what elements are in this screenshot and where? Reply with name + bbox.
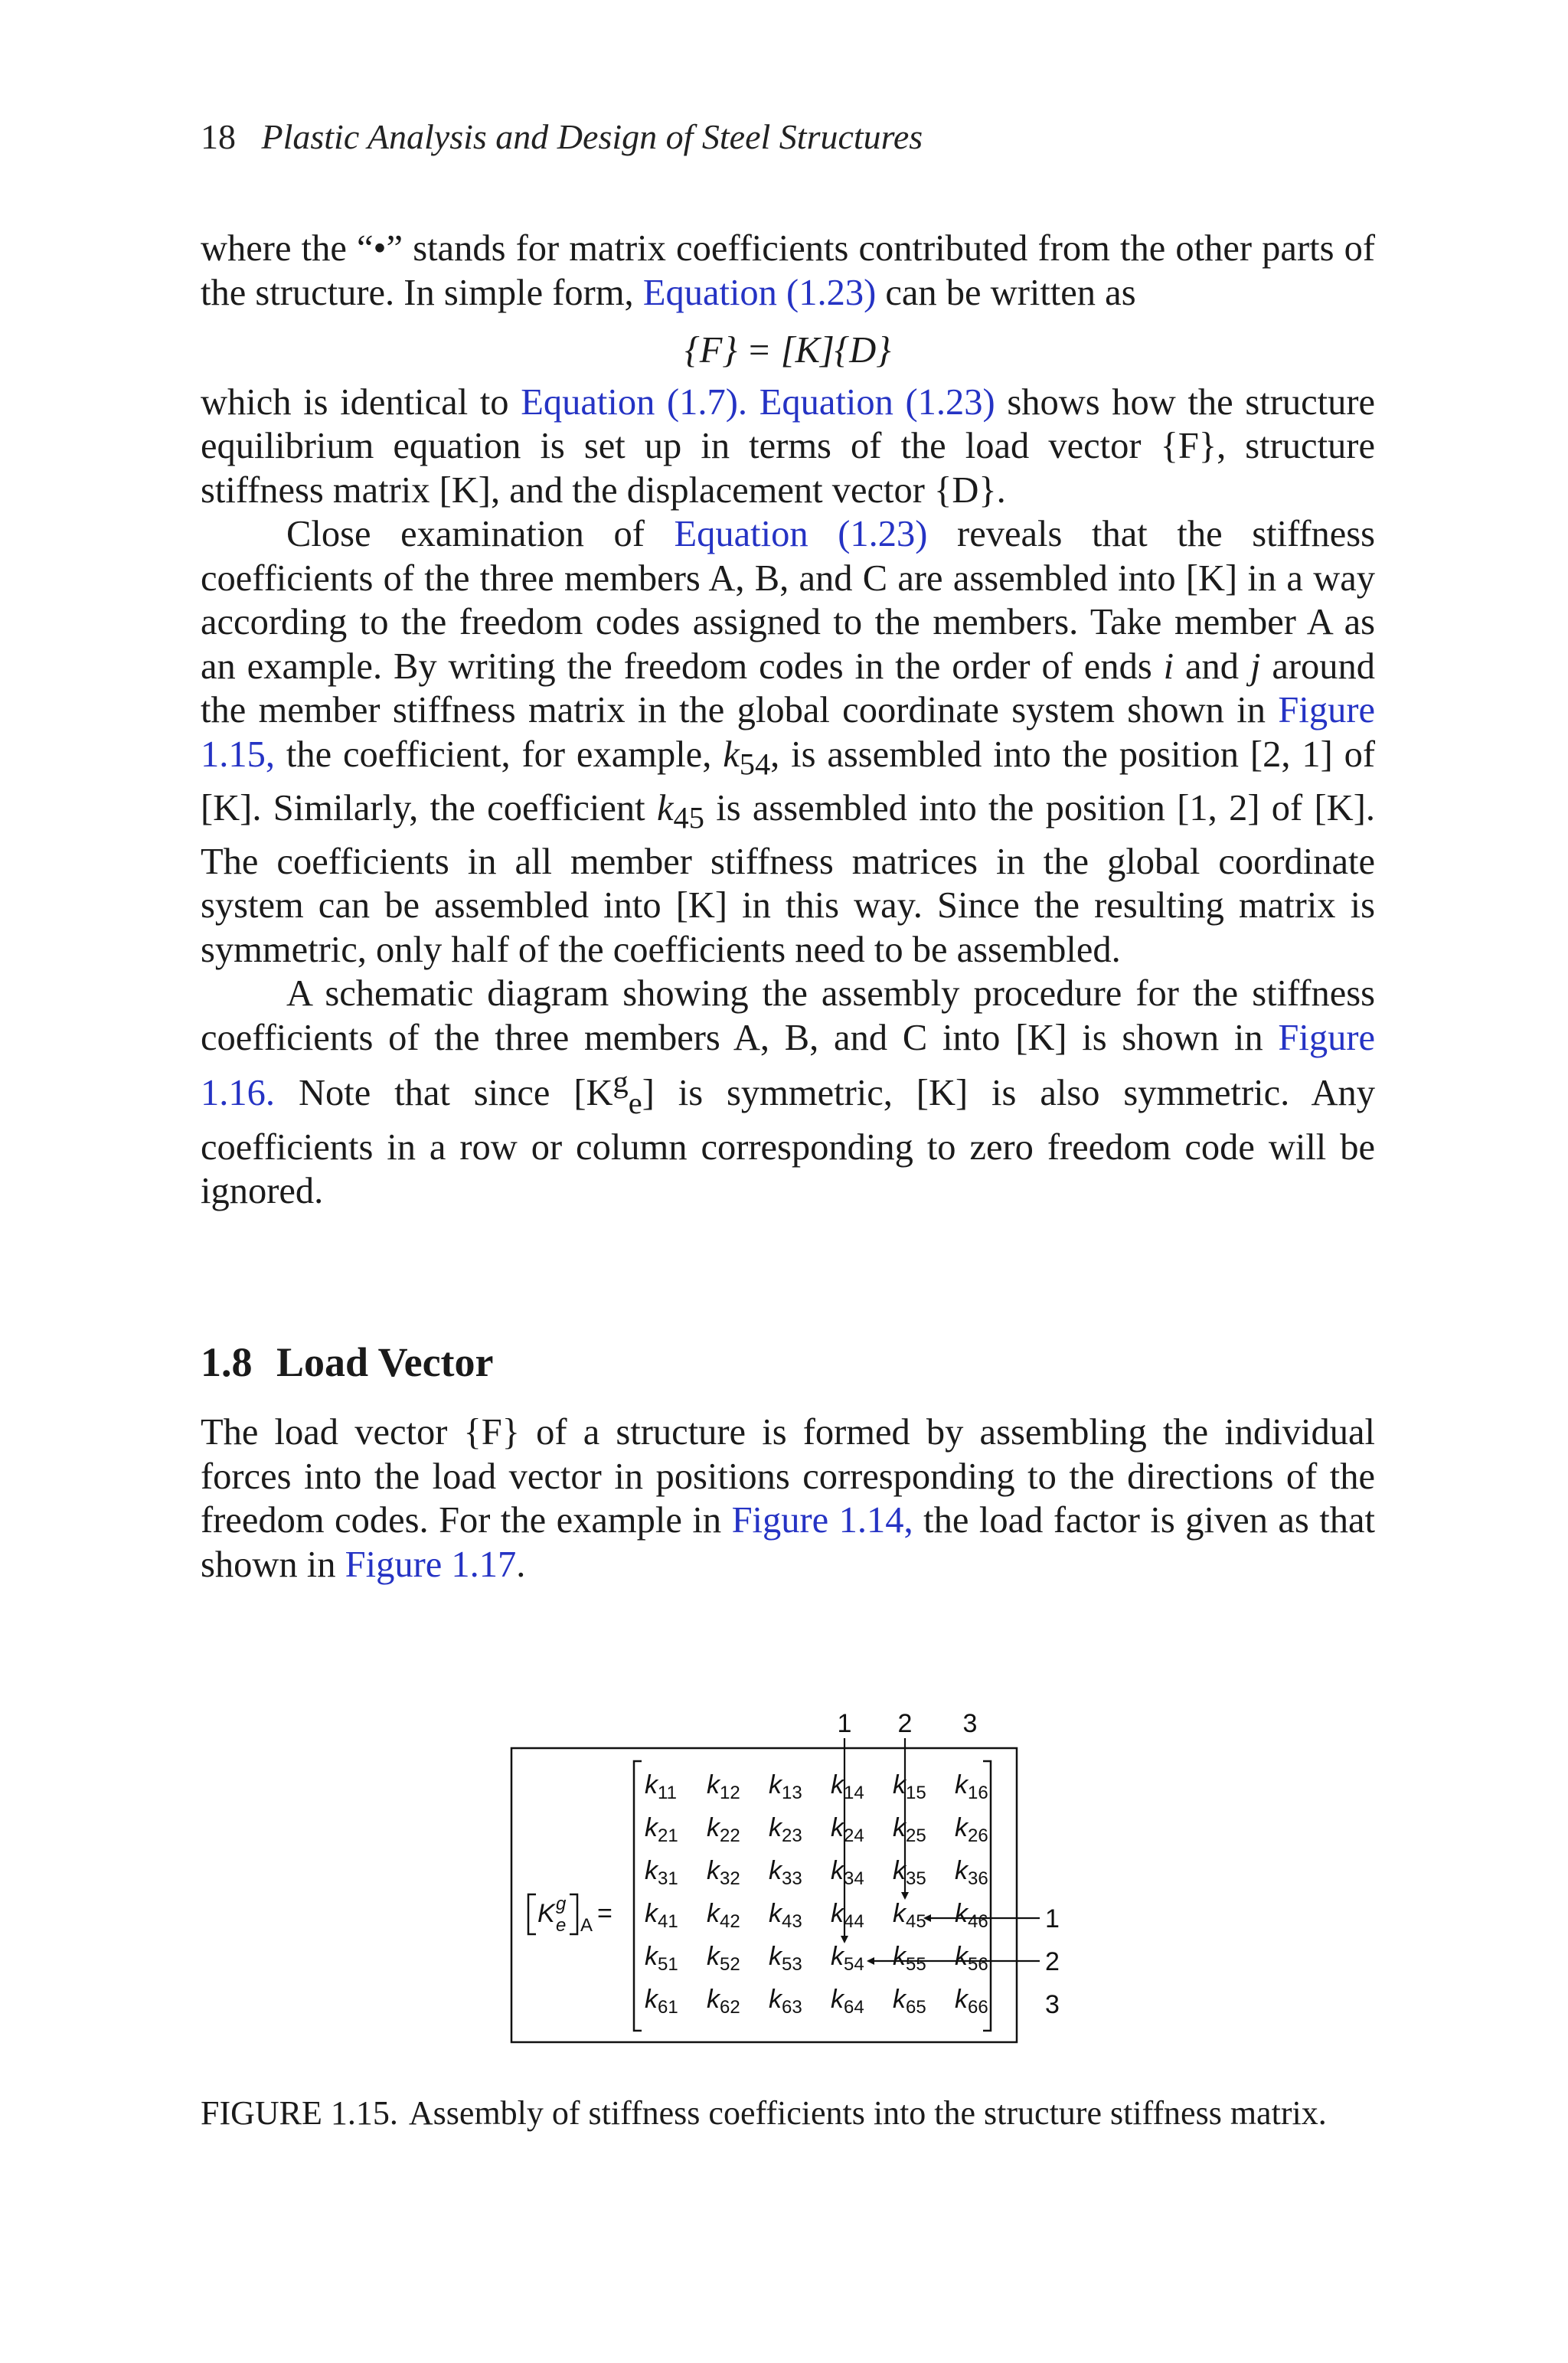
subscript: e bbox=[628, 1086, 642, 1121]
symbol-k: k bbox=[723, 734, 740, 775]
text-run: , is assembled into the position [2, 1] of [K]. Similarly, the coefficient bbox=[201, 734, 1376, 829]
matrix-entry: $k_{66}$ bbox=[955, 1985, 988, 2018]
matrix-entry: $k_{46}$ bbox=[955, 1899, 988, 1932]
matrix-entry: $k_{61}$ bbox=[645, 1985, 678, 2018]
matrix-entry: $k_{34}$ bbox=[831, 1856, 864, 1889]
text-run: and bbox=[1185, 645, 1240, 687]
text-run: Close examination of bbox=[286, 514, 645, 554]
text-run: the load factor is given as that shown in bbox=[201, 1500, 1376, 1585]
matrix-entry: $k_{25}$ bbox=[893, 1813, 926, 1846]
matrix-entry: $k_{22}$ bbox=[707, 1813, 740, 1846]
text-run: can be written as bbox=[885, 272, 1136, 313]
matrix-entry: $k_{16}$ bbox=[955, 1770, 988, 1803]
figure-link[interactable]: Figure 1.15, bbox=[201, 690, 1376, 775]
matrix-entry: $k_{12}$ bbox=[707, 1770, 740, 1803]
section-title: Load Vector bbox=[276, 1339, 494, 1385]
matrix-entry: $k_{33}$ bbox=[769, 1856, 802, 1889]
column-code-2: 2 bbox=[897, 1709, 913, 1738]
text-run: which is identical to bbox=[201, 381, 509, 423]
matrix-entry: $k_{44}$ bbox=[831, 1899, 864, 1932]
column-code-1: 1 bbox=[837, 1709, 852, 1738]
matrix-entry: $k_{21}$ bbox=[645, 1813, 678, 1846]
lhs-member-label: A bbox=[580, 1915, 593, 1936]
text-run: . bbox=[516, 1544, 526, 1585]
figure-caption bbox=[201, 2092, 1380, 2135]
matrix-entry: $k_{35}$ bbox=[893, 1856, 926, 1889]
row-code-3: 3 bbox=[1045, 1990, 1060, 2019]
matrix-entry: $k_{23}$ bbox=[769, 1813, 802, 1846]
matrix-entry: $k_{32}$ bbox=[707, 1856, 740, 1889]
matrix-entry: $k_{65}$ bbox=[893, 1985, 926, 2018]
matrix-entry: $k_{31}$ bbox=[645, 1856, 678, 1889]
section-number: 1.8 bbox=[201, 1339, 253, 1385]
figure-link[interactable]: Figure 1.17 bbox=[345, 1544, 517, 1585]
text-run: ] is symmetric, [K] is also symmetric. Any coefficients in a row or column corresponding to zero freedom code will be ignored. bbox=[201, 1073, 1376, 1212]
matrix-entry: $k_{53}$ bbox=[769, 1942, 802, 1975]
matrix-entry: $k_{42}$ bbox=[707, 1899, 740, 1932]
equation-text: {F} = [K]{D} bbox=[684, 330, 891, 371]
matrix-lhs bbox=[528, 1894, 612, 1936]
subscript: 54 bbox=[739, 747, 771, 782]
text-run: shows how the structure equilibrium equation is set up in terms of the load vector {F}, structure stiffness matrix [K], and the displacement vector {D}. bbox=[201, 381, 1376, 511]
text-run: around the member stiffness matrix in the global coordinate system shown in bbox=[201, 645, 1376, 730]
italic-j: j bbox=[1250, 645, 1261, 687]
matrix-entry: $k_{56}$ bbox=[955, 1942, 988, 1975]
column-code-3: 3 bbox=[962, 1709, 978, 1738]
text-run: the coefficient, for example, bbox=[286, 734, 712, 775]
figure-frame bbox=[511, 1748, 1017, 2042]
equation-link[interactable]: Equation (1.23) bbox=[759, 381, 995, 423]
matrix-entry: $k_{45}$ bbox=[893, 1899, 926, 1932]
matrix-entry: $k_{11}$ bbox=[645, 1770, 677, 1803]
matrix-entry: $k_{63}$ bbox=[769, 1985, 802, 2018]
text-run: The load vector {F} of a structure is formed by assembling the individual forces into the load vector in positions corresponding to the directions of the freedom codes. For the example in bbox=[201, 1412, 1375, 1541]
text-run: reveals that the stiffness coefficients of the three members A, B, and C are assembled into [K] in a way according to the freedom codes assigned to the members. Take member A as an example. By writing the freedom codes in the order of ends bbox=[201, 514, 1376, 687]
text-run: is assembled into the position [1, 2] of [K]. The coefficients in all member stiffness matrices in the global coordinate system can be assembled into [K] in this way. Since the resulting matrix is symmetric, only half of the coefficients need to be assembled. bbox=[201, 787, 1375, 970]
matrix-entry: $k_{54}$ bbox=[831, 1942, 864, 1975]
matrix-entry: $k_{43}$ bbox=[769, 1899, 802, 1932]
row-code-1: 1 bbox=[1045, 1904, 1060, 1933]
matrix-entry: $k_{41}$ bbox=[645, 1899, 678, 1932]
lhs-superscript: g bbox=[556, 1894, 567, 1914]
figure-link[interactable]: Figure 1.14, bbox=[731, 1500, 913, 1541]
matrix-entries bbox=[645, 1770, 988, 2018]
matrix-entry: $k_{62}$ bbox=[707, 1985, 740, 2018]
matrix-entry: $k_{13}$ bbox=[769, 1770, 802, 1803]
matrix-left-bracket bbox=[634, 1761, 642, 2031]
matrix-entry: $k_{24}$ bbox=[831, 1813, 864, 1846]
lhs-right-bracket bbox=[570, 1894, 577, 1934]
matrix-entry: $k_{51}$ bbox=[645, 1942, 678, 1975]
book-title: Plastic Analysis and Design of Steel Structures bbox=[261, 117, 923, 156]
matrix-entry: $k_{55}$ bbox=[893, 1942, 926, 1975]
text-run: Note that since [K bbox=[298, 1073, 613, 1114]
text-run: where the “•” stands for matrix coefficients contributed from the other parts of the structure. In simple form, bbox=[201, 228, 1375, 313]
symbol-k: k bbox=[656, 787, 674, 829]
italic-i: i bbox=[1163, 645, 1174, 687]
lhs-left-bracket bbox=[528, 1894, 536, 1934]
lhs-symbol: K bbox=[537, 1899, 555, 1928]
row-code-2: 2 bbox=[1045, 1947, 1060, 1976]
figure-link[interactable]: Figure 1.16. bbox=[201, 1017, 1376, 1114]
equation-link[interactable]: Equation (1.23) bbox=[642, 272, 877, 313]
subscript: 45 bbox=[673, 800, 704, 835]
page-number: 18 bbox=[201, 117, 236, 156]
text-run: A schematic diagram showing the assembly procedure for the stiffness coefficients of the three members A, B, and C into [K] is shown in bbox=[201, 973, 1375, 1058]
matrix-entry: $k_{36}$ bbox=[955, 1856, 988, 1889]
superscript: g bbox=[612, 1064, 629, 1100]
equation-link[interactable]: Equation (1.7). bbox=[521, 381, 748, 423]
matrix-entry: $k_{52}$ bbox=[707, 1942, 740, 1975]
matrix-entry: $k_{14}$ bbox=[831, 1770, 864, 1803]
equals-sign: = bbox=[597, 1899, 612, 1928]
matrix-entry: $k_{26}$ bbox=[955, 1813, 988, 1846]
caption-text: Assembly of stiffness coefficients into the structure stiffness matrix. bbox=[408, 2094, 1327, 2132]
matrix-entry: $k_{64}$ bbox=[831, 1985, 864, 2018]
lhs-subscript: e bbox=[556, 1915, 567, 1936]
matrix-entry: $k_{15}$ bbox=[893, 1770, 926, 1803]
equation-link[interactable]: Equation (1.23) bbox=[674, 514, 928, 554]
caption-label: FIGURE 1.15. bbox=[201, 2094, 398, 2132]
